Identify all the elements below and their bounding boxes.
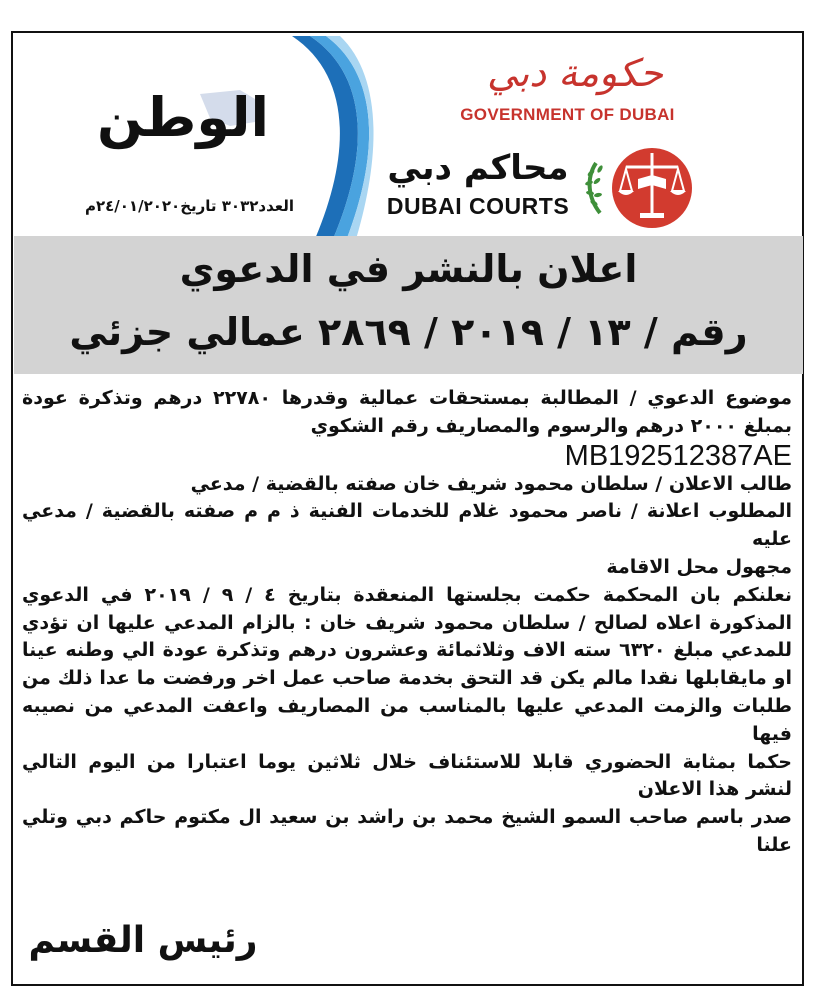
- courts-arabic: محاكم دبي: [387, 148, 569, 188]
- page-title: اعلان بالنشر في الدعوي: [179, 247, 638, 291]
- signature: رئيس القسم: [28, 920, 258, 961]
- swoosh-decoration: [282, 36, 382, 246]
- courts-english: DUBAI COURTS: [386, 193, 570, 219]
- residence-paragraph: مجهول محل الاقامة: [606, 555, 792, 578]
- judgment-paragraph: نعلنكم بان المحكمة حكمت بجلستها المنعقدة بتاريخ ٤ / ٩ / ٢٠١٩ في الدعوي المذكورة اعلاه لصالح / سلطان محمود شريف خان : بالزام المدعي عليها ان تؤدي للمدعي مبلغ ٦٣٢٠ سته الاف وثلاثمائة وعشرون درهم وتذكرة عودة الي وطنه عينا او مايقابلها نقدا مالم يكن قد التحق بخدمة صاحب عمل اخر ورفضت ما عدا ذلك من طلبات والزمت المدعي عليها بالمناسب من المصاريف واعفت المدعي من نصيبه فيها: [22, 583, 792, 745]
- requester-paragraph: طالب الاعلان / سلطان محمود شريف خان صفته بالقضية / مدعي: [190, 472, 792, 495]
- case-reference: MB192512387AE: [564, 439, 792, 472]
- issue-date: العدد٣٠٣٢ تاريخ٢٤/٠١/٢٠٢٠م: [84, 197, 294, 215]
- issued-paragraph: صدر باسم صاحب السمو الشيخ محمد بن راشد بن سعيد ال مكتوم حاكم دبي وتلي علنا: [22, 806, 792, 856]
- respondent-paragraph: المطلوب اعلانة / ناصر محمود غلام للخدمات الفنية ذ م م صفته بالقضية / مدعي عليه: [22, 500, 792, 551]
- appeal-paragraph: حكما بمثابة الحضوري قابلا للاستئناف خلال ثلاثين يوما اعتبارا من اليوم التالي لنشر هذا الاعلان: [22, 750, 792, 801]
- government-arabic: حكومة دبي: [486, 51, 664, 95]
- announcement-body: [22, 385, 792, 860]
- newspaper-name: الوطن: [96, 86, 270, 149]
- case-number: رقم / ١٣ / ٢٠١٩ / ٢٨٦٩ عمالي جزئي: [69, 310, 748, 354]
- government-english: GOVERNMENT OF DUBAI: [460, 105, 675, 124]
- subject-paragraph: موضوع الدعوي / المطالبة بمستحقات عمالية وقدرها ٢٢٧٨٠ درهم وتذكرة عودة بمبلغ ٢٠٠٠ درهم والرسوم والمصاريف رقم الشكوي: [22, 387, 792, 437]
- scales-of-justice-icon: [582, 133, 700, 233]
